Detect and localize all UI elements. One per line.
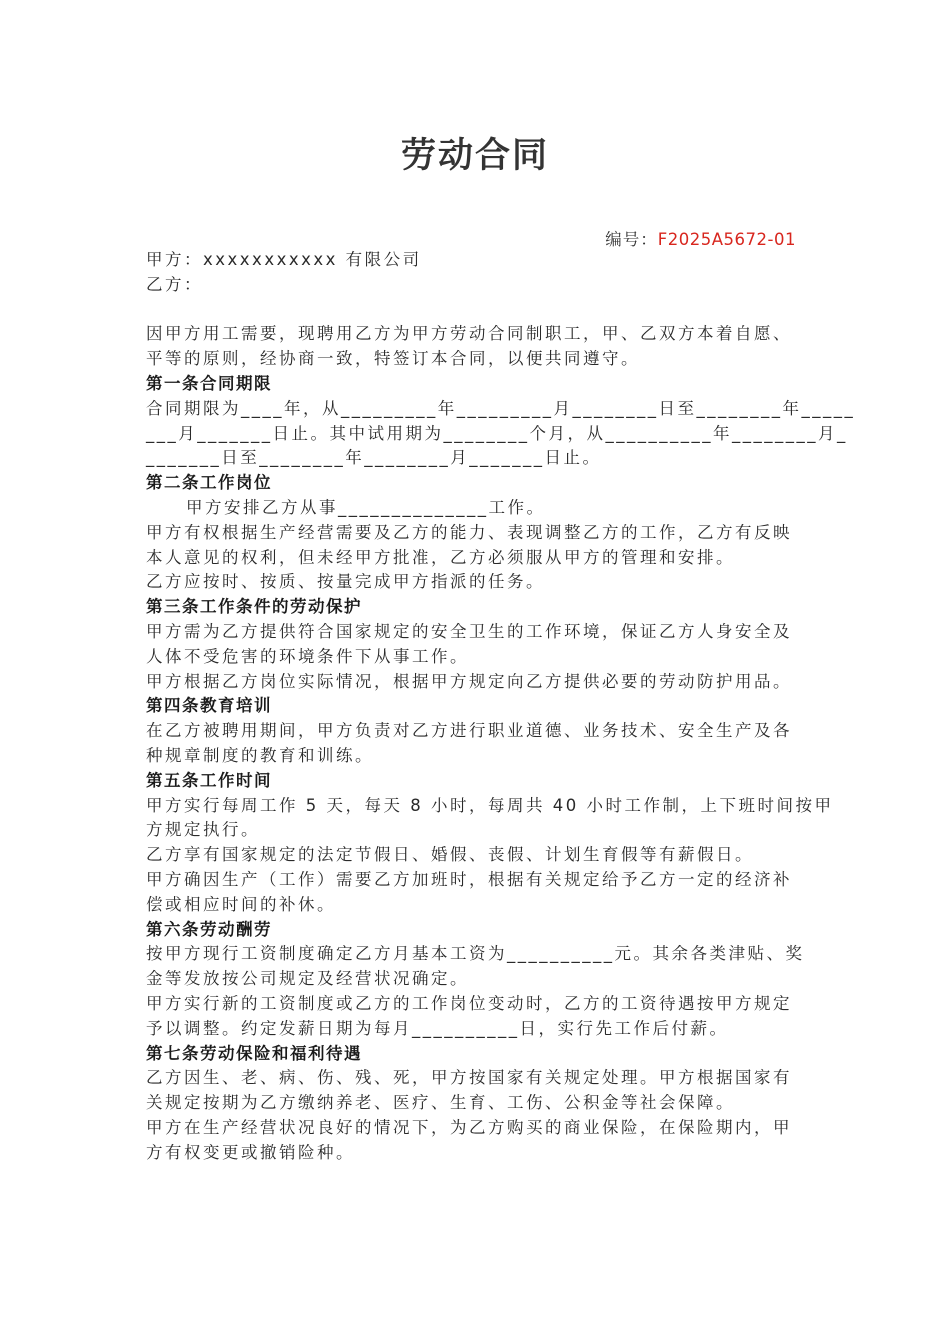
article-4-heading: 第四条教育培训 (146, 696, 272, 716)
article-2-heading: 第二条工作岗位 (146, 473, 272, 493)
article-5-line: 甲方确因生产（工作）需要乙方加班时，根据有关规定给予乙方一定的经济补 (146, 869, 792, 889)
article-3-heading: 第三条工作条件的劳动保护 (146, 597, 362, 617)
article-6-line: 金等发放按公司规定及经营状况确定。 (146, 969, 469, 989)
contract-number-value: F2025A5672-01 (657, 230, 796, 249)
article-1-line: _______日至________年________月_______日止。 (146, 448, 602, 468)
contract-body (146, 248, 856, 1165)
article-1-line: ___月_______日止。其中试用期为________个月，从__________年________月_ (146, 423, 848, 443)
article-7-line: 甲方在生产经营状况良好的情况下，为乙方购买的商业保险，在保险期内，甲 (146, 1117, 792, 1137)
article-7-line: 方有权变更或撤销险种。 (146, 1142, 355, 1162)
contract-number-label: 编号： (605, 230, 658, 249)
article-5-line: 方规定执行。 (146, 820, 260, 840)
article-5-line: 偿或相应时间的补休。 (146, 894, 336, 914)
preamble-line: 因甲方用工需要，现聘用乙方为甲方劳动合同制职工，甲、乙双方本着自愿、 (146, 324, 792, 344)
article-4-line: 种规章制度的教育和训练。 (146, 745, 374, 765)
article-2-line: 甲方安排乙方从事______________工作。 (186, 497, 546, 517)
article-7-heading: 第七条劳动保险和福利待遇 (146, 1043, 362, 1063)
blank-line (146, 298, 808, 323)
party-b-line: 乙方： (146, 274, 203, 294)
party-a-line: 甲方：xxxxxxxxxxx 有限公司 (146, 250, 422, 269)
article-3-line: 甲方根据乙方岗位实际情况，根据甲方规定向乙方提供必要的劳动防护用品。 (146, 671, 792, 691)
article-6-line: 予以调整。约定发薪日期为每月__________日，实行先工作后付薪。 (146, 1018, 729, 1038)
article-6-heading: 第六条劳动酬劳 (146, 919, 272, 939)
article-7-line: 关规定按期为乙方缴纳养老、医疗、生育、工伤、公积金等社会保障。 (146, 1093, 735, 1113)
article-5-heading: 第五条工作时间 (146, 770, 272, 790)
preamble-line: 平等的原则，经协商一致，特签订本合同，以便共同遵守。 (146, 349, 640, 369)
article-4-line: 在乙方被聘用期间，甲方负责对乙方进行职业道德、业务技术、安全生产及各 (146, 721, 792, 741)
article-5-line: 甲方实行每周工作 5 天，每天 8 小时，每周共 40 小时工作制，上下班时间按甲 (146, 795, 834, 815)
article-5-line: 乙方享有国家规定的法定节假日、婚假、丧假、计划生育假等有薪假日。 (146, 845, 754, 865)
article-1-line: 合同期限为____年，从_________年_________月________日至________年_____ (146, 398, 856, 418)
article-6-line: 甲方实行新的工资制度或乙方的工作岗位变动时，乙方的工资待遇按甲方规定 (146, 993, 792, 1013)
article-2-line: 乙方应按时、按质、按量完成甲方指派的任务。 (146, 572, 545, 592)
article-2-line: 本人意见的权利，但未经甲方批准，乙方必须服从甲方的管理和安排。 (146, 547, 735, 567)
article-1-heading: 第一条合同期限 (146, 373, 272, 393)
contract-number (605, 226, 796, 250)
article-3-line: 人体不受危害的环境条件下从事工作。 (146, 646, 469, 666)
article-3-line: 甲方需为乙方提供符合国家规定的安全卫生的工作环境，保证乙方人身安全及 (146, 621, 792, 641)
article-6-line: 按甲方现行工资制度确定乙方月基本工资为__________元。其余各类津贴、奖 (146, 944, 805, 964)
article-2-line: 甲方有权根据生产经营需要及乙方的能力、表现调整乙方的工作，乙方有反映 (146, 522, 792, 542)
article-7-line: 乙方因生、老、病、伤、残、死，甲方按国家有关规定处理。甲方根据国家有 (146, 1068, 792, 1088)
document-title: 劳动合同 (400, 136, 549, 176)
